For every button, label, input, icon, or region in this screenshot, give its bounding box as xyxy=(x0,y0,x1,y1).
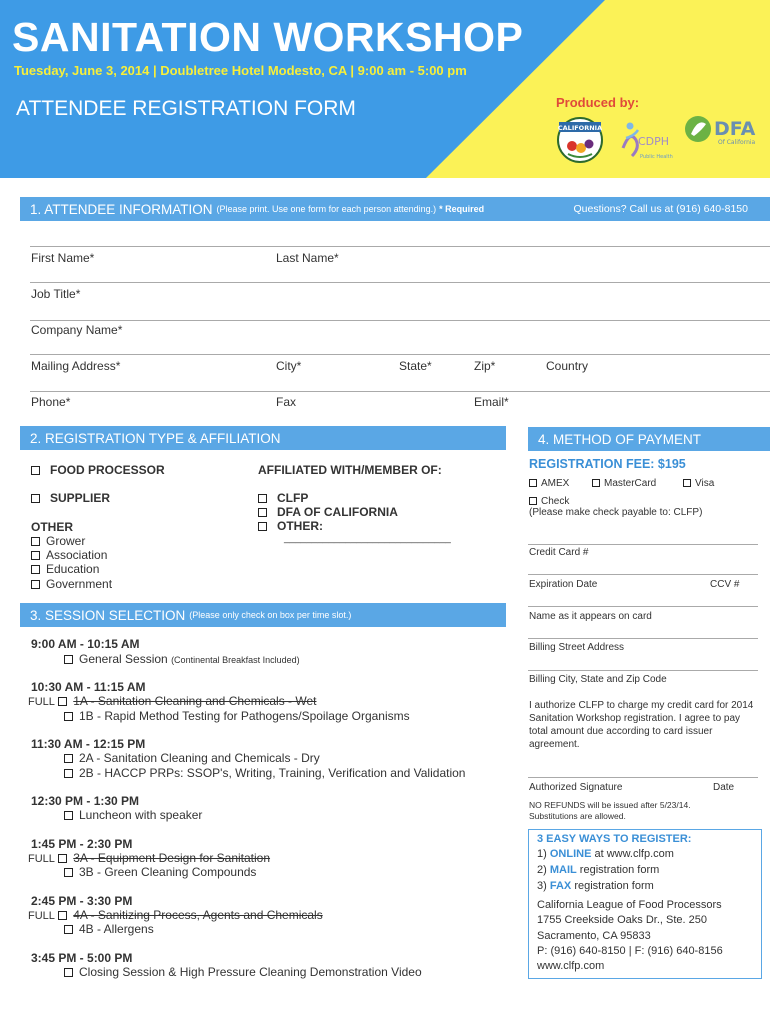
divider xyxy=(528,544,758,545)
time-slot-4: 12:30 PM - 1:30 PM xyxy=(31,794,140,808)
association-option[interactable]: Association xyxy=(31,548,107,562)
section-3-note: (Please only check on box per time slot.) xyxy=(189,610,352,620)
checkbox-icon[interactable] xyxy=(31,466,40,475)
org-phones: P: (916) 640-8150 | F: (916) 640-8156 xyxy=(537,945,723,957)
checkbox-icon[interactable] xyxy=(258,508,267,517)
other-heading: OTHER xyxy=(31,520,73,534)
company-name-field[interactable]: Company Name* xyxy=(31,323,123,337)
checkbox-icon[interactable] xyxy=(64,712,73,721)
ways-title: 3 EASY WAYS TO REGISTER: xyxy=(537,833,692,845)
org-website[interactable]: www.clfp.com xyxy=(537,960,605,972)
date-field[interactable]: Date xyxy=(713,782,735,793)
refund-policy: NO REFUNDS will be issued after 5/23/14. xyxy=(529,800,691,810)
checkbox-icon[interactable] xyxy=(64,655,73,664)
education-option[interactable]: Education xyxy=(31,562,99,576)
section-1-title: 1. ATTENDEE INFORMATION xyxy=(30,201,213,217)
session-4a-option-full: FULL 4A - Sanitizing Process, Agents and Chemicals xyxy=(28,908,323,922)
full-label: FULL xyxy=(28,910,55,922)
svg-text:DFA: DFA xyxy=(714,118,756,140)
time-slot-6: 2:45 PM - 3:30 PM xyxy=(31,894,133,908)
checkbox-icon[interactable] xyxy=(64,868,73,877)
session-3b-option[interactable]: 3B - Green Cleaning Compounds xyxy=(64,865,256,879)
section-payment-bar xyxy=(528,427,770,451)
time-slot-1: 9:00 AM - 10:15 AM xyxy=(31,637,140,651)
register-mail: 2) MAIL registration form xyxy=(537,864,660,876)
dfa-of-california-logo xyxy=(684,114,764,146)
checkbox-icon[interactable] xyxy=(31,580,40,589)
supplier-option[interactable]: SUPPLIER xyxy=(31,491,110,505)
section-session-selection-bar xyxy=(20,603,506,627)
checkbox-icon xyxy=(58,854,67,863)
check-option[interactable]: Check xyxy=(529,496,569,507)
other-affiliation-line[interactable]: ______________________________ xyxy=(284,533,451,544)
divider xyxy=(30,354,770,355)
ccv-field[interactable]: CCV # xyxy=(710,579,740,590)
fax-field[interactable]: Fax xyxy=(276,395,297,409)
session-3a-option-full: FULL 3A - Equipment Design for Sanitation xyxy=(28,851,271,865)
luncheon-option[interactable]: Luncheon with speaker xyxy=(64,808,202,822)
authorization-text: I authorize CLFP to charge my credit card for 2014 Sanitation Workshop registration. I agree to pay total amount due according to card issuer agreement. xyxy=(529,700,754,750)
cdph-public-health-logo xyxy=(618,118,674,162)
checkbox-icon[interactable] xyxy=(258,522,267,531)
org-name: California League of Food Processors xyxy=(537,899,722,911)
checkbox-icon[interactable] xyxy=(64,925,73,934)
check-payable-note: (Please make check payable to: CLFP) xyxy=(529,507,703,518)
required-note: * Required xyxy=(439,204,485,214)
session-4b-option[interactable]: 4B - Allergens xyxy=(64,922,154,936)
questions-phone: Questions? Call us at (916) 640-8150 xyxy=(573,203,748,215)
divider xyxy=(30,391,770,392)
checkbox-icon[interactable] xyxy=(258,494,267,503)
register-online: 1) ONLINE at www.clfp.com xyxy=(537,848,674,860)
food-processor-option[interactable]: FOOD PROCESSOR xyxy=(31,463,165,477)
billing-city-field[interactable]: Billing City, State and Zip Code xyxy=(529,674,667,685)
dfa-option[interactable]: DFA OF CALIFORNIA xyxy=(258,505,398,519)
checkbox-icon xyxy=(58,697,67,706)
time-slot-5: 1:45 PM - 2:30 PM xyxy=(31,837,133,851)
section-3-title: 3. SESSION SELECTION xyxy=(30,607,186,623)
checkbox-icon[interactable] xyxy=(683,479,691,487)
page-title: SANITATION WORKSHOP xyxy=(12,14,524,60)
checkbox-icon[interactable] xyxy=(31,551,40,560)
divider xyxy=(528,574,758,575)
checkbox-icon[interactable] xyxy=(529,497,537,505)
billing-street-field[interactable]: Billing Street Address xyxy=(529,642,625,653)
checkbox-icon[interactable] xyxy=(31,537,40,546)
checkbox-icon[interactable] xyxy=(31,565,40,574)
phone-field[interactable]: Phone* xyxy=(31,395,71,409)
mailing-address-field[interactable]: Mailing Address* xyxy=(31,359,121,373)
expiration-date-field[interactable]: Expiration Date xyxy=(529,579,598,590)
checkbox-icon[interactable] xyxy=(64,754,73,763)
country-field[interactable]: Country xyxy=(546,359,589,373)
other-affiliation-option[interactable]: OTHER: xyxy=(258,519,323,533)
name-on-card-field[interactable]: Name as it appears on card xyxy=(529,611,652,622)
section-attendee-info-bar xyxy=(20,197,770,221)
svg-text:CALIFORNIA: CALIFORNIA xyxy=(557,124,603,132)
svg-text:Of California: Of California xyxy=(718,139,756,146)
first-name-field[interactable]: First Name* xyxy=(31,251,95,265)
section-1-note: (Please print. Use one form for each person attending.) xyxy=(216,204,437,214)
checkbox-icon[interactable] xyxy=(64,968,73,977)
org-address-1: 1755 Creekside Oaks Dr., Ste. 250 xyxy=(537,914,707,926)
divider xyxy=(528,638,758,639)
register-fax: 3) FAX registration form xyxy=(537,880,654,892)
checkbox-icon[interactable] xyxy=(529,479,537,487)
grower-option[interactable]: Grower xyxy=(31,534,85,548)
mastercard-option[interactable]: MasterCard xyxy=(592,478,656,489)
time-slot-3: 11:30 AM - 12:15 PM xyxy=(31,737,146,751)
government-option[interactable]: Government xyxy=(31,577,112,591)
email-field[interactable]: Email* xyxy=(474,395,509,409)
registration-fee: REGISTRATION FEE: $195 xyxy=(529,457,686,471)
amex-option[interactable]: AMEX xyxy=(529,478,569,489)
visa-option[interactable]: Visa xyxy=(683,478,714,489)
city-field[interactable]: City* xyxy=(276,359,302,373)
checkbox-icon[interactable] xyxy=(64,811,73,820)
divider xyxy=(30,282,770,283)
divider xyxy=(528,670,758,671)
state-field[interactable]: State* xyxy=(399,359,432,373)
credit-card-field[interactable]: Credit Card # xyxy=(529,547,589,558)
session-2a-option[interactable]: 2A - Sanitation Cleaning and Chemicals - Dry xyxy=(64,751,320,765)
clfp-option[interactable]: CLFP xyxy=(258,491,308,505)
session-1a-option-full: FULL 1A - Sanitation Cleaning and Chemicals - Wet xyxy=(28,694,317,708)
section-registration-type-bar xyxy=(20,426,506,450)
affiliated-heading: AFFILIATED WITH/MEMBER OF: xyxy=(258,463,442,477)
last-name-field[interactable]: Last Name* xyxy=(276,251,339,265)
divider xyxy=(30,320,770,321)
divider xyxy=(528,606,758,607)
event-subtitle: Tuesday, June 3, 2014 | Doubletree Hotel Modesto, CA | 9:00 am - 5:00 pm xyxy=(14,63,467,78)
general-session-option[interactable]: General Session (Continental Breakfast Included) xyxy=(64,652,300,666)
divider xyxy=(30,246,770,247)
produced-by-label: Produced by: xyxy=(556,95,640,110)
full-label: FULL xyxy=(28,853,55,865)
closing-session-option[interactable]: Closing Session & High Pressure Cleaning Demonstration Video xyxy=(64,965,422,979)
section-2-title: 2. REGISTRATION TYPE & AFFILIATION xyxy=(30,430,281,446)
org-address-2: Sacramento, CA 95833 xyxy=(537,930,651,942)
form-title: ATTENDEE REGISTRATION FORM xyxy=(16,97,356,120)
california-grown-logo xyxy=(554,114,606,164)
checkbox-icon[interactable] xyxy=(31,494,40,503)
checkbox-icon xyxy=(58,911,67,920)
divider xyxy=(528,777,758,778)
session-1b-option[interactable]: 1B - Rapid Method Testing for Pathogens/Spoilage Organisms xyxy=(64,709,410,723)
svg-text:Public Health: Public Health xyxy=(640,154,673,160)
section-4-title: 4. METHOD OF PAYMENT xyxy=(538,431,702,447)
checkbox-icon[interactable] xyxy=(64,769,73,778)
signature-field[interactable]: Authorized Signature xyxy=(529,782,623,793)
svg-text:CDPH: CDPH xyxy=(638,135,670,148)
session-2b-option[interactable]: 2B - HACCP PRPs: SSOP's, Writing, Training, Verification and Validation xyxy=(64,766,465,780)
time-slot-7: 3:45 PM - 5:00 PM xyxy=(31,951,133,965)
checkbox-icon[interactable] xyxy=(592,479,600,487)
time-slot-2: 10:30 AM - 11:15 AM xyxy=(31,680,146,694)
substitution-policy: Substitutions are allowed. xyxy=(529,811,626,821)
zip-field[interactable]: Zip* xyxy=(474,359,496,373)
job-title-field[interactable]: Job Title* xyxy=(31,287,81,301)
full-label: FULL xyxy=(28,696,55,708)
